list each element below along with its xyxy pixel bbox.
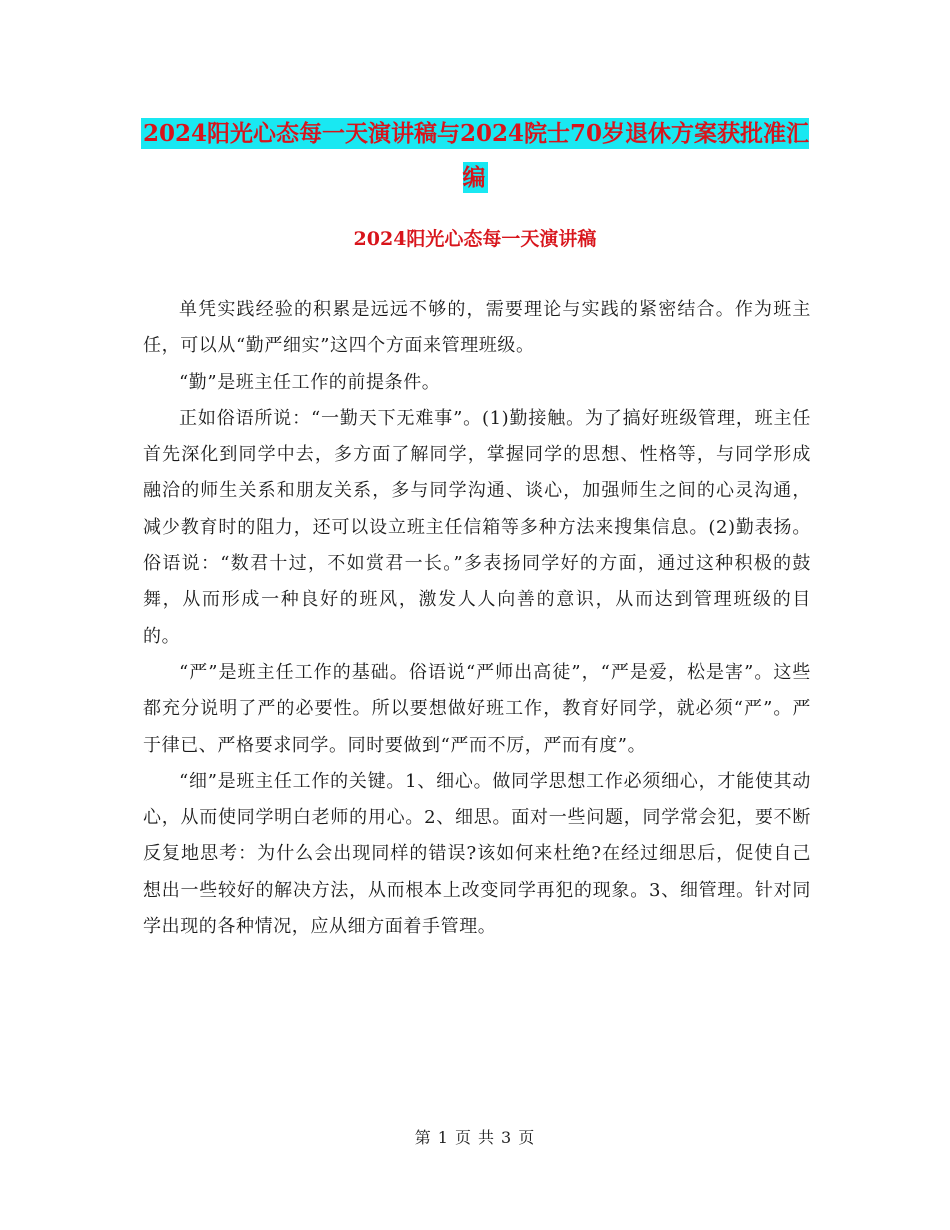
section-heading: 2024阳光心态每一天演讲稿 <box>353 228 597 250</box>
current-page-number: 1 <box>437 1128 449 1147</box>
total-pages-number: 3 <box>501 1128 513 1147</box>
page-title-text: 2024阳光心态每一天演讲稿与2024院士70岁退休方案获批准汇编 <box>142 120 810 191</box>
document-body <box>143 292 811 945</box>
paragraph: “细”是班主任工作的关键。1、细心。做同学思想工作必须细心，才能使其动心，从而使同学明白老师的用心。2、细思。面对一些问题，同学常会犯，要不断反复地思考：为什么会出现同样的错误?该如何来杜绝?在经过细思后，促使自己想出一些较好的解决方法，从而根本上改变同学再犯的现象。3、细管理。针对同学出现的各种情况，应从细方面着手管理。 <box>143 770 811 938</box>
paragraph: 正如俗语所说：“一勤天下无难事”。(1)勤接触。为了搞好班级管理，班主任首先深化到同学中去，多方面了解同学，掌握同学的思想、性格等，与同学形成融洽的师生关系和朋友关系，多与同学沟通、谈心，加强师生之间的心灵沟通，减少教育时的阻力，还可以设立班主任信箱等多种方法来搜集信息。(2)勤表扬。俗语说：“数君十过，不如赏君一长。”多表扬同学好的方面，通过这种积极的鼓舞，从而形成一种良好的班风，激发人人向善的意识，从而达到管理班级的目的。 <box>143 407 811 647</box>
page-title <box>140 112 810 200</box>
paragraph: “勤”是班主任工作的前提条件。 <box>179 371 441 393</box>
footer-prefix: 第 <box>414 1128 432 1147</box>
footer-mid: 页 共 <box>454 1128 496 1147</box>
paragraph: 单凭实践经验的积累是远远不够的，需要理论与实践的紧密结合。作为班主任，可以从“勤严细实”这四个方面来管理班级。 <box>143 299 811 357</box>
paragraph: “严”是班主任工作的基础。俗语说“严师出高徒”，“严是爱，松是害”。这些都充分说明了严的必要性。所以要想做好班工作，教育好同学，就必须“严”。严于律已、严格要求同学。同时要做到“严而不厉，严而有度”。 <box>143 661 811 756</box>
page-footer <box>0 1125 950 1148</box>
footer-suffix: 页 <box>518 1128 536 1147</box>
